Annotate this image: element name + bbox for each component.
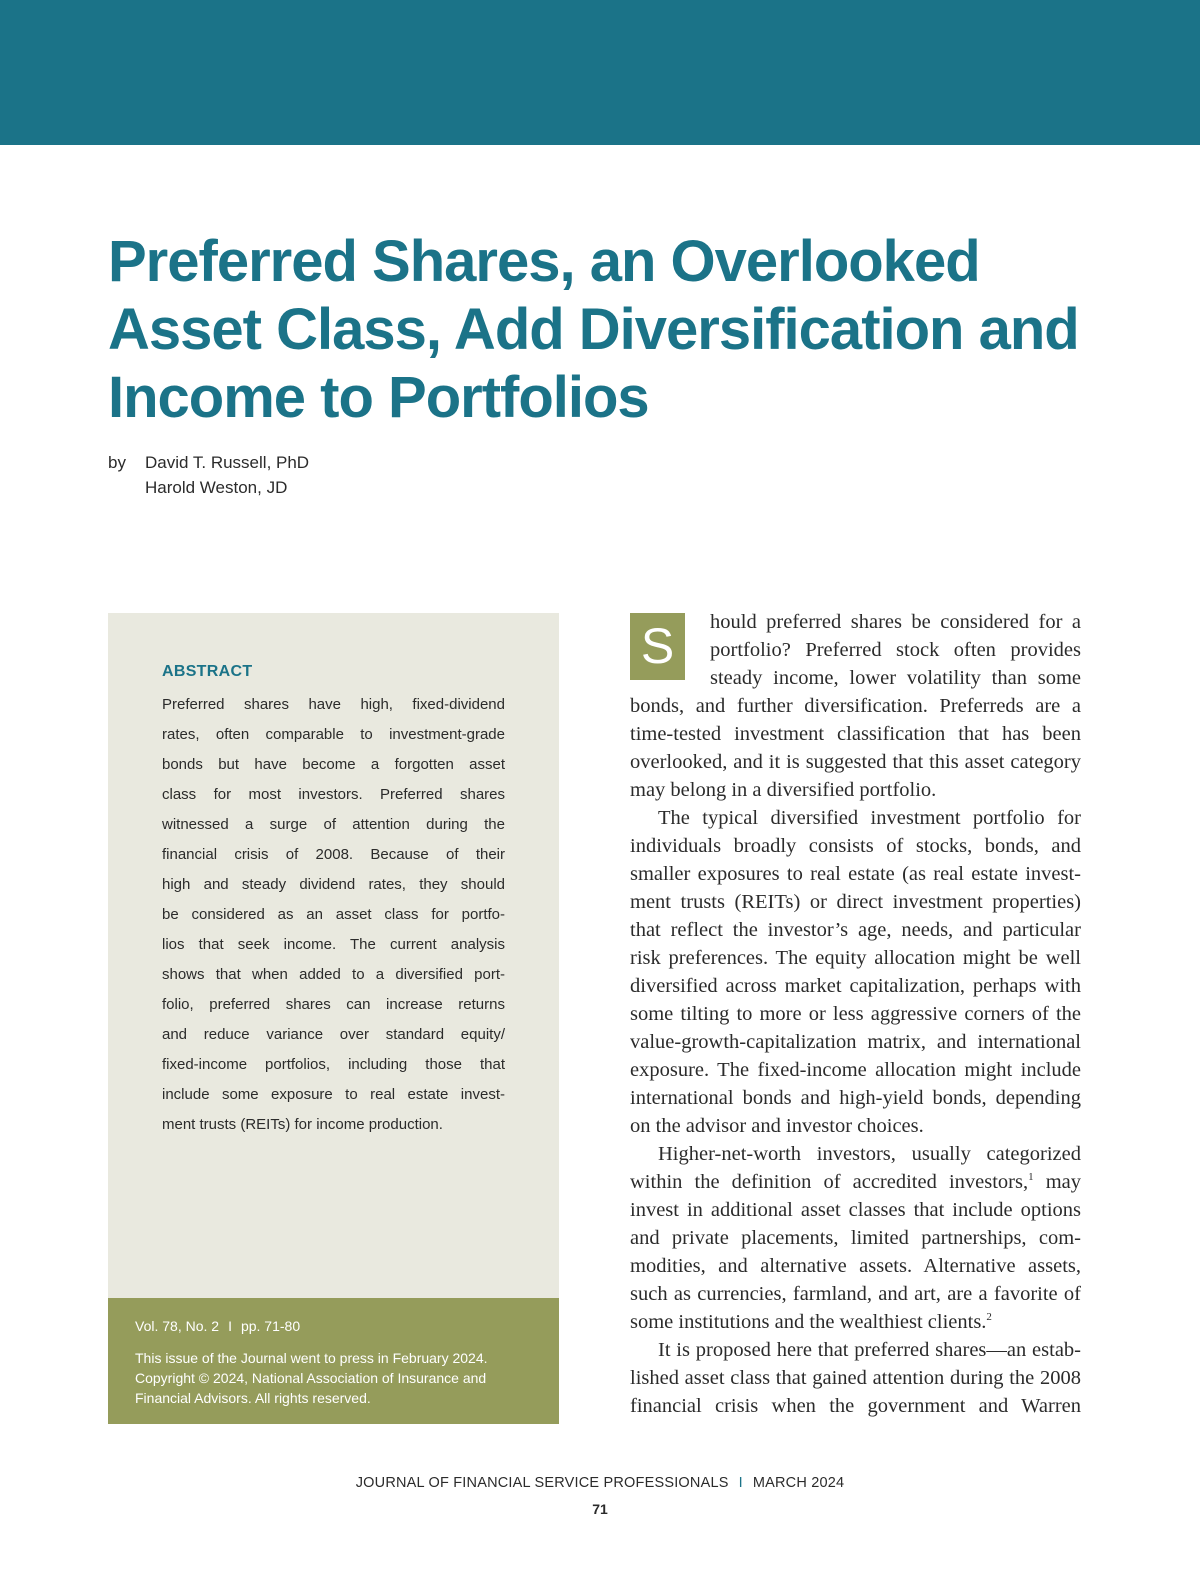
body-line: It is proposed here that preferred shares—an estab- — [658, 1339, 1081, 1361]
page-range: pp. 71-80 — [240, 1318, 301, 1334]
body-line — [630, 1308, 1081, 1336]
copyright-line: Copyright © 2024, National Association of Insurance and — [135, 1370, 487, 1386]
body-line: some tilting to more or less aggressive corners of the — [630, 1003, 1081, 1025]
abstract-line: class for most investors. Preferred shares — [162, 786, 505, 803]
page-number: 71 — [592, 1501, 608, 1517]
body-line: lished asset class that gained attention during the 2008 — [630, 1367, 1081, 1389]
abstract-line: shows that when added to a diversified port- — [162, 966, 505, 983]
drop-cap: S — [630, 613, 685, 680]
body-line: bonds, and further diversification. Preferreds are a — [630, 695, 1081, 717]
abstract-line: witnessed a surge of attention during the — [162, 816, 505, 833]
abstract-line: be considered as an asset class for portfo- — [162, 906, 505, 923]
body-line: modities, and alternative assets. Alternative assets, — [630, 1255, 1081, 1277]
abstract-line: bonds but have become a forgotten asset — [162, 756, 505, 773]
body-line: Higher-net-worth investors, usually categorized — [658, 1143, 1081, 1165]
abstract-line: fixed-income portfolios, including those that — [162, 1056, 505, 1073]
author-name: Harold Weston, JD — [145, 478, 288, 497]
abstract-line: folio, preferred shares can increase returns — [162, 996, 505, 1013]
article-body — [630, 608, 1081, 1420]
title-line: Asset Class, Add Diversification and — [108, 297, 1079, 362]
body-line: steady income, lower volatility than some — [710, 667, 1081, 689]
footer-separator: I — [738, 1475, 743, 1491]
byline-label: by — [108, 453, 126, 472]
body-line-text: within the definition of accredited investors, — [630, 1171, 1029, 1193]
volume-number: Vol. 78, No. 2 — [135, 1318, 220, 1334]
issue-info-panel — [108, 1298, 559, 1424]
body-line: smaller exposures to real estate (as real estate invest- — [630, 863, 1081, 885]
title-line: Income to Portfolios — [108, 365, 649, 430]
author-name: David T. Russell, PhD — [145, 453, 310, 472]
body-line-text: may — [1033, 1171, 1081, 1193]
abstract-line: high and steady dividend rates, they should — [162, 876, 505, 893]
abstract-line: rates, often comparable to investment-grade — [162, 726, 505, 743]
body-line: value-growth-capitalization matrix, and international — [630, 1031, 1081, 1053]
issue-citation — [135, 1318, 300, 1334]
body-line: time-tested investment classification that has been — [630, 723, 1081, 745]
abstract-text — [162, 690, 505, 1140]
body-line: The typical diversified investment portfolio for — [658, 807, 1081, 829]
footnote-marker: 1 — [1028, 1171, 1034, 1184]
body-line: exposure. The fixed-income allocation might include — [630, 1059, 1081, 1081]
body-line — [630, 1168, 1081, 1196]
body-line: invest in additional asset classes that include options — [630, 1199, 1081, 1221]
abstract-heading: ABSTRACT — [162, 663, 253, 680]
body-line: financial crisis when the government and Warren — [630, 1395, 1081, 1417]
abstract-panel — [108, 613, 559, 1298]
running-footer — [0, 1475, 1200, 1491]
body-line: risk preferences. The equity allocation might be well — [630, 947, 1081, 969]
title-line: Preferred Shares, an Overlooked — [108, 229, 980, 294]
body-line: individuals broadly consists of stocks, bonds, and — [630, 835, 1081, 857]
body-line: on the advisor and investor choices. — [630, 1115, 924, 1137]
issue-date: MARCH 2024 — [752, 1475, 845, 1491]
footnote-marker: 2 — [986, 1311, 992, 1324]
body-line: such as currencies, farmland, and art, are a favorite of — [630, 1283, 1081, 1305]
article-title — [108, 228, 1108, 432]
abstract-line: Preferred shares have high, fixed-dividend — [162, 696, 505, 713]
abstract-line: financial crisis of 2008. Because of their — [162, 846, 505, 863]
body-line: and private placements, limited partnerships, com- — [630, 1227, 1081, 1249]
body-line: ment trusts (REITs) or direct investment properties) — [630, 891, 1081, 913]
copyright-line: This issue of the Journal went to press in February 2024. — [135, 1350, 488, 1366]
body-line-text: some institutions and the wealthiest clients. — [630, 1311, 987, 1333]
body-line: diversified across market capitalization, perhaps with — [630, 975, 1081, 997]
copyright-line: Financial Advisors. All rights reserved. — [135, 1390, 371, 1406]
citation-separator: I — [228, 1318, 232, 1334]
top-color-band — [0, 0, 1200, 145]
body-line: may belong in a diversified portfolio. — [630, 779, 937, 801]
author-list — [145, 450, 309, 500]
abstract-line: ment trusts (REITs) for income production. — [162, 1116, 443, 1133]
body-line: hould preferred shares be considered for a — [710, 611, 1081, 633]
body-line: international bonds and high-yield bonds, depending — [630, 1087, 1081, 1109]
body-line: overlooked, and it is suggested that this asset category — [630, 751, 1081, 773]
body-line: that reflect the investor’s age, needs, and particular — [630, 919, 1081, 941]
journal-name: JOURNAL OF FINANCIAL SERVICE PROFESSIONALS — [355, 1475, 729, 1491]
abstract-line: include some exposure to real estate invest- — [162, 1086, 505, 1103]
abstract-line: and reduce variance over standard equity/ — [162, 1026, 505, 1043]
copyright-note — [135, 1348, 535, 1408]
abstract-line: lios that seek income. The current analysis — [162, 936, 505, 953]
body-line: portfolio? Preferred stock often provides — [710, 639, 1081, 661]
